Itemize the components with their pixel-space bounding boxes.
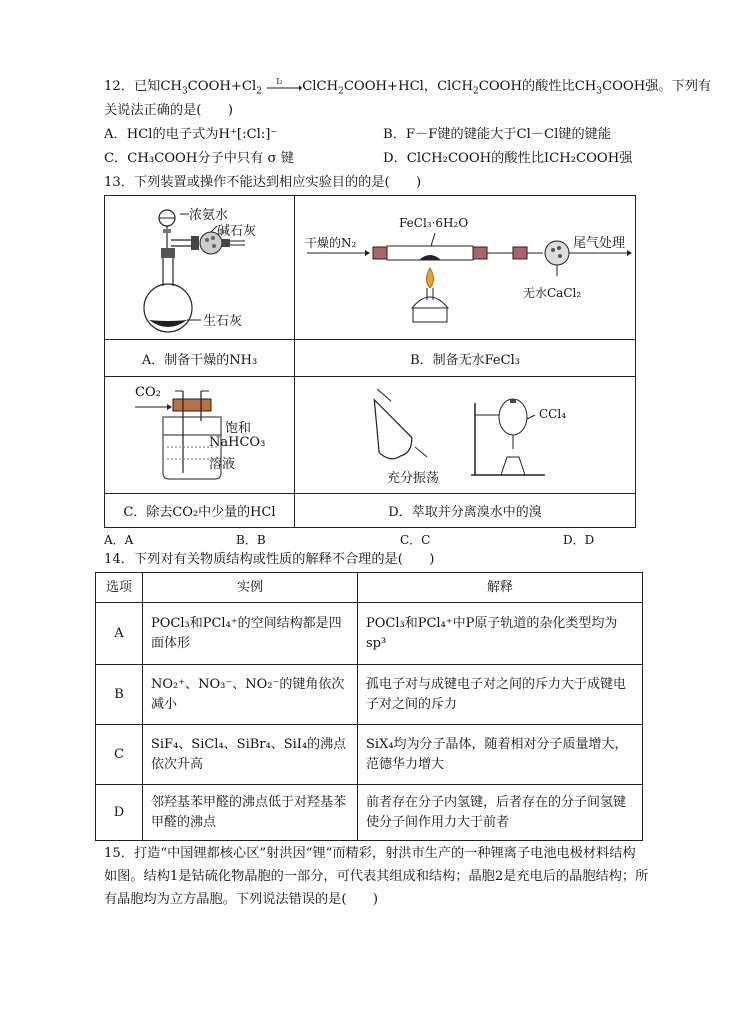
q15-line1: 15．打造“中国锂都核心区”射洪因“锂”而精彩，射洪市生产的一种锂离子电池电极材料结构 xyxy=(104,846,636,861)
table-row xyxy=(96,725,643,785)
label-tail-gas: 尾气处理 xyxy=(573,236,626,251)
caption-b: B．制备无水FeCl₃ xyxy=(295,340,636,377)
caption-d: D．萃取并分离溴水中的溴 xyxy=(295,494,636,528)
header-example: 实例 xyxy=(143,573,358,603)
label-nahco3: NaHCO₃ xyxy=(209,435,266,450)
fig-d-cell xyxy=(295,377,636,494)
label-fecl3-hydrate: FeCl₃·6H₂O xyxy=(399,216,469,230)
row-example: POCl₃和PCl₄⁺的空间结构都是四面体形 xyxy=(143,603,358,665)
label-dry-n2: 干燥的N₂ xyxy=(305,236,357,250)
q12-option-d: D．ClCH₂COOH的酸性比ICH₂COOH强 xyxy=(383,151,633,166)
reaction-arrow xyxy=(266,76,302,92)
right-arrow-icon xyxy=(266,83,302,93)
table-row xyxy=(96,785,643,841)
label-quicklime: 生石灰 xyxy=(203,314,243,329)
q15-line3: 有晶胞均为立方晶胞。下列说法错误的是( ) xyxy=(104,892,379,907)
row-example: SiF₄、SiCl₄、SiBr₄、SiI₄的沸点依次升高 xyxy=(143,725,358,785)
caption-a: A．制备干燥的NH₃ xyxy=(105,340,295,377)
q13-apparatus-table xyxy=(104,195,636,528)
label-ccl4: CCl₄ xyxy=(539,407,567,421)
arrow-catalyst: I₂ xyxy=(276,76,283,86)
q12-option-c: C．CH₃COOH分子中只有 σ 键 xyxy=(104,151,294,166)
label-shake-well: 充分振荡 xyxy=(387,471,440,486)
table-header-row xyxy=(96,573,643,603)
q12-text-f: COOH强。下列有 xyxy=(602,79,712,94)
q13-answer-b: B．B xyxy=(236,533,266,547)
row-explanation: 孤电子对与成键电子对之间的斥力大于成键电子对之间的斥力 xyxy=(358,665,643,725)
table-row xyxy=(96,665,643,725)
row-option: A xyxy=(96,603,143,665)
q12-stem-line2: 关说法正确的是( ) xyxy=(104,103,233,118)
label-anhydrous-cacl2: 无水CaCl₂ xyxy=(523,286,582,300)
extraction-figure xyxy=(295,377,635,493)
fig-b-cell xyxy=(295,196,636,340)
label-solution: 溶液 xyxy=(209,457,236,472)
washing-bottle-figure xyxy=(105,377,294,493)
q12-option-a: A．HCl的电子式为H⁺[:Cl:]⁻ xyxy=(104,127,278,142)
q15-line2: 如图。结构1是钴硫化物晶胞的一部分，可代表其组成和结构；晶胞2是充电后的晶胞结构；所 xyxy=(104,869,649,884)
q12-text-c: ClCH xyxy=(302,79,339,94)
row-option: D xyxy=(96,785,143,841)
row-explanation: POCl₃和PCl₄⁺中P原子轨道的杂化类型均为 sp³ xyxy=(358,603,643,665)
row-option: C xyxy=(96,725,143,785)
q13-answer-c: C．C xyxy=(400,533,431,547)
label-saturated: 饱和 xyxy=(225,421,252,436)
q12-option-b: B．F－F键的键能大于Cl－Cl键的键能 xyxy=(383,127,612,142)
fig-c-cell xyxy=(105,377,295,494)
header-option: 选项 xyxy=(96,573,143,603)
q12-text-a: 12．已知CH xyxy=(104,79,182,94)
q12-text-b: COOH+Cl xyxy=(187,79,257,94)
row-explanation: 前者存在分子内氢键，后者存在的分子间氢键使分子间作用力大于前者 xyxy=(358,785,643,841)
q12-stem-line1: 12．已知$CH_3COOH+Cl_2$ I₂ ClCH$_2$COOH+HCl，ClCH$_2$COOH的酸性比$CH_3COOH$强。下列有 xyxy=(104,78,711,96)
row-example: NO₂⁺、NO₃⁻、NO₂⁻的键角依次减小 xyxy=(143,665,358,725)
label-conc-ammonia: 浓氨水 xyxy=(189,208,229,223)
label-co2: CO₂ xyxy=(135,385,161,400)
q13-answer-d: D．D xyxy=(563,533,595,547)
header-explanation: 解释 xyxy=(358,573,643,603)
label-soda-lime: 碱石灰 xyxy=(217,224,257,239)
caption-c: C．除去CO₂中少量的HCl xyxy=(105,494,295,528)
table-row xyxy=(96,603,643,665)
fig-a-cell xyxy=(105,196,295,340)
q14-stem: 14．下列对有关物质结构或性质的解释不合理的是( ) xyxy=(104,552,435,567)
q12-text-d: COOH+HCl，ClCH xyxy=(343,79,473,94)
row-example: 邻羟基苯甲醛的沸点低于对羟基苯甲醛的沸点 xyxy=(143,785,358,841)
row-explanation: SiX₄均为分子晶体，随着相对分子质量增大，范德华力增大 xyxy=(358,725,643,785)
q12-text-e: COOH的酸性比CH xyxy=(478,79,597,94)
q14-table xyxy=(95,572,643,841)
q13-stem: 13．下列装置或操作不能达到相应实验目的的是( ) xyxy=(104,175,422,190)
q13-answer-a: A．A xyxy=(104,533,134,547)
row-option: B xyxy=(96,665,143,725)
